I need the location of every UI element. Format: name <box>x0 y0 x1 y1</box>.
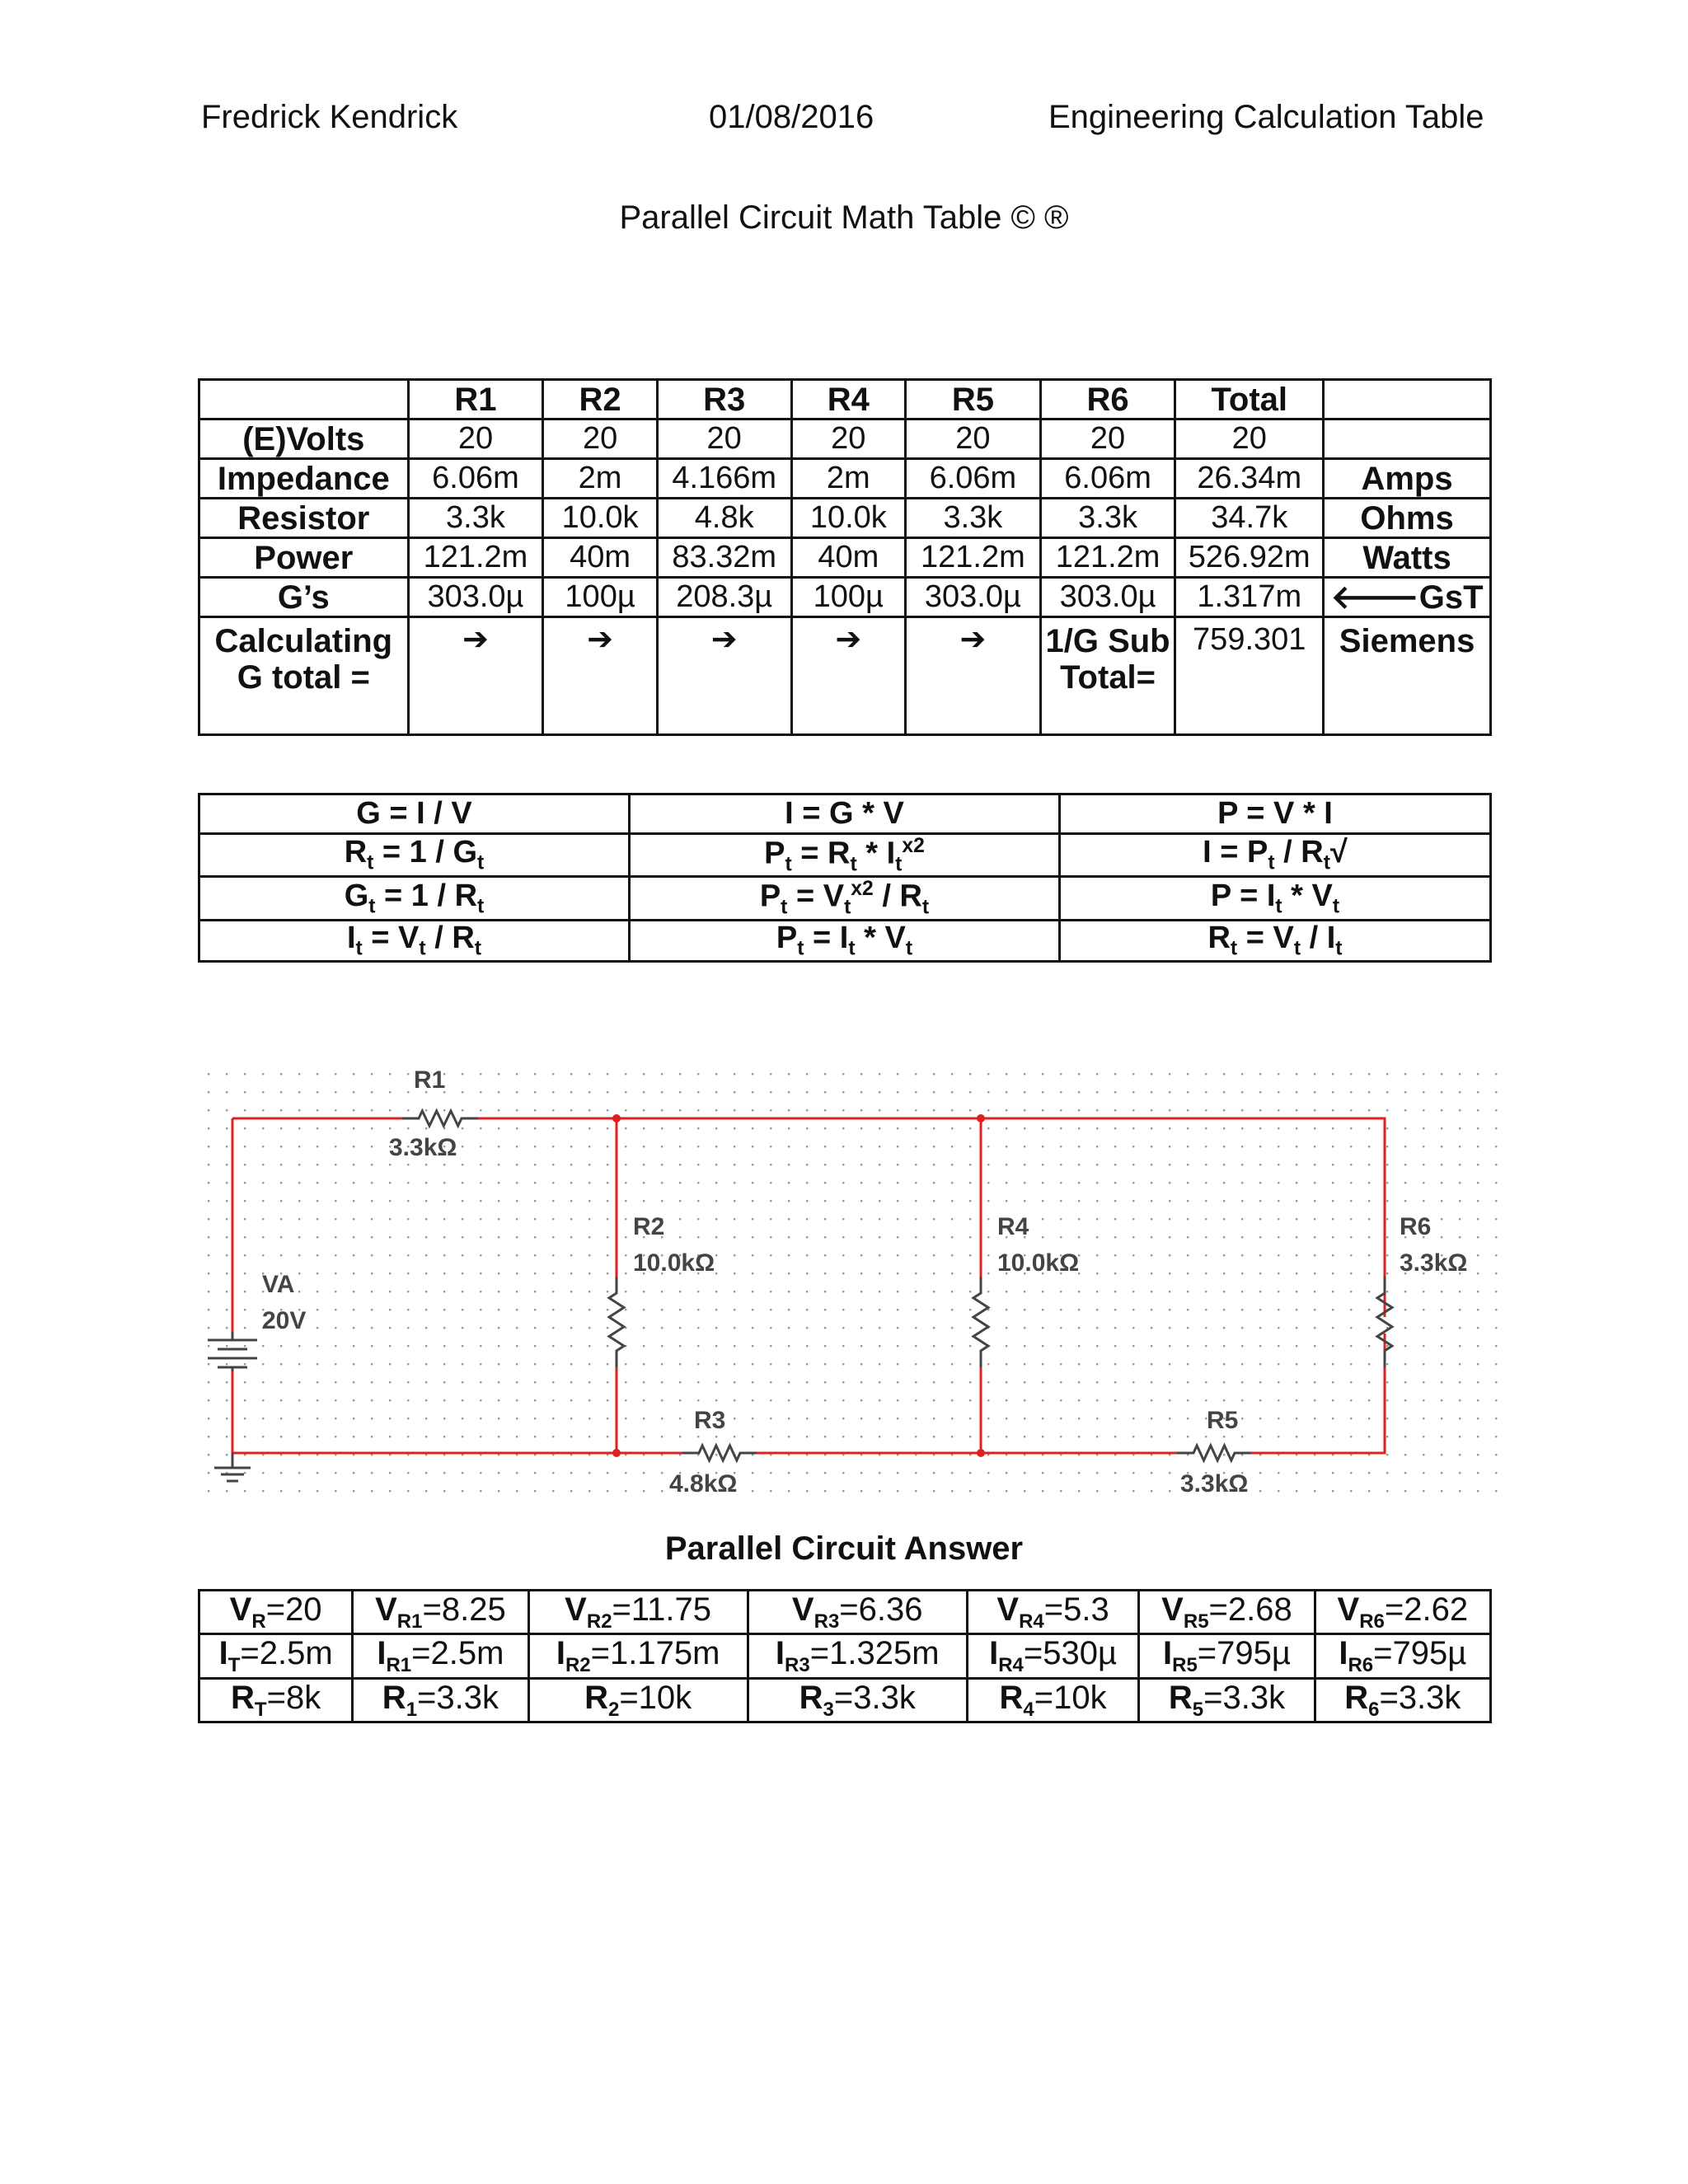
answer-cell: $R_6=3.3k$ <box>1315 1678 1490 1722</box>
calc-cell: ➔ <box>906 617 1041 735</box>
junction-dot <box>612 1449 621 1457</box>
calc-cell: 303.0µ <box>906 578 1041 617</box>
calc-row <box>199 538 1491 578</box>
junction-dot <box>977 1449 985 1457</box>
answer-cell: $I_{R5}=795\mu$ <box>1139 1634 1315 1678</box>
calc-cell: 303.0µ <box>408 578 543 617</box>
source-name: VA <box>262 1271 295 1298</box>
calc-cell: 34.7k <box>1175 499 1324 538</box>
answer-cell: $R_4=10k$ <box>967 1678 1139 1722</box>
formula-cell: P = V * I <box>1059 794 1490 834</box>
junction-dot <box>612 1114 621 1122</box>
formula-cell: $I_t = V_t / R_t$ <box>199 920 630 961</box>
calc-row <box>199 499 1491 538</box>
calc-cell: 6.06m <box>408 459 543 499</box>
formula-cell: $P_t = I_t * V_t$ <box>629 920 1059 961</box>
resistor-value: 3.3kΩ <box>389 1134 457 1161</box>
calc-cell: 20 <box>543 419 658 459</box>
calc-cell: ➔ <box>791 617 906 735</box>
formula-cell: $R_t = 1 / G_t$ <box>199 834 630 877</box>
resistor-name: R3 <box>694 1407 726 1434</box>
ground-symbol <box>214 1453 251 1481</box>
answer-cell: $R_5=3.3k$ <box>1139 1678 1315 1722</box>
calc-cell: 1.317m <box>1175 578 1324 617</box>
calc-row <box>199 617 1491 735</box>
calc-header-cell <box>1324 380 1491 419</box>
formula-row <box>199 877 1491 920</box>
calc-cell: 759.301 <box>1175 617 1324 735</box>
calc-cell: 20 <box>408 419 543 459</box>
formula-cell: $P = I_t * V_t$ <box>1059 877 1490 920</box>
calc-cell: Siemens <box>1324 617 1491 735</box>
calc-cell: Amps <box>1324 459 1491 499</box>
answer-cell: $I_T=2.5m$ <box>199 1634 353 1678</box>
page-title: Parallel Circuit Math Table © ® <box>619 199 1069 236</box>
formula-table <box>198 793 1492 963</box>
calc-header-cell: R4 <box>791 380 906 419</box>
resistor-name: R5 <box>1207 1407 1239 1434</box>
formula-row <box>199 834 1491 877</box>
calc-cell: 526.92m <box>1175 538 1324 578</box>
circuit-wires <box>232 1114 1385 1457</box>
calc-cell: 6.06m <box>906 459 1041 499</box>
source-value: 20V <box>262 1307 307 1334</box>
calc-cell: 20 <box>657 419 791 459</box>
calc-row <box>199 419 1491 459</box>
resistor-value: 10.0kΩ <box>633 1249 715 1277</box>
formula-cell: G = I / V <box>199 794 630 834</box>
answer-cell: $R_T=8k$ <box>199 1678 353 1722</box>
calc-cell: 1/G Sub Total= <box>1040 617 1175 735</box>
calc-cell: 26.34m <box>1175 459 1324 499</box>
calc-cell: 121.2m <box>1040 538 1175 578</box>
answer-cell: $R_3=3.3k$ <box>748 1678 967 1722</box>
calc-header-cell <box>199 380 409 419</box>
answer-cell: $V_{R5}=2.68$ <box>1139 1591 1315 1634</box>
answer-cell: $V_{R1}=8.25$ <box>353 1591 528 1634</box>
calc-cell: 2m <box>543 459 658 499</box>
calc-cell: 6.06m <box>1040 459 1175 499</box>
answer-cell: $V_R=20$ <box>199 1591 353 1634</box>
calc-cell: 121.2m <box>906 538 1041 578</box>
calc-cell: Watts <box>1324 538 1491 578</box>
wire-path <box>232 1118 1385 1453</box>
calc-row-label: G’s <box>199 578 409 617</box>
calc-cell: 🡐GsT <box>1324 578 1491 617</box>
calc-cell: 3.3k <box>408 499 543 538</box>
resistor-symbol <box>1377 1277 1392 1367</box>
answer-cell: $I_{R6}=795\mu$ <box>1315 1634 1490 1678</box>
resistor-name: R1 <box>414 1066 446 1094</box>
calc-cell: Ohms <box>1324 499 1491 538</box>
formula-cell: I = G * V <box>629 794 1059 834</box>
calc-header-cell: R1 <box>408 380 543 419</box>
calc-header-cell: R5 <box>906 380 1041 419</box>
answer-title: Parallel Circuit Answer <box>664 1530 1024 1567</box>
calc-cell: ➔ <box>657 617 791 735</box>
resistor-value: 3.3kΩ <box>1180 1470 1249 1497</box>
calc-row-label: Power <box>199 538 409 578</box>
answer-row <box>199 1678 1491 1722</box>
answer-row <box>199 1634 1491 1678</box>
resistor-symbol <box>973 1277 988 1367</box>
calc-cell: 20 <box>1175 419 1324 459</box>
answer-cell: $R_2=10k$ <box>528 1678 748 1722</box>
calc-cell: 10.0k <box>543 499 658 538</box>
answer-cell: $I_{R4}=530\mu$ <box>967 1634 1139 1678</box>
answer-cell: $V_{R3}=6.36$ <box>748 1591 967 1634</box>
calc-header-cell: R3 <box>657 380 791 419</box>
document-date: 01/08/2016 <box>709 99 874 135</box>
calc-cell: 83.32m <box>657 538 791 578</box>
formula-cell: $R_t = V_t / I_t$ <box>1059 920 1490 961</box>
resistor-value: 4.8kΩ <box>669 1470 738 1497</box>
calc-cell: 4.166m <box>657 459 791 499</box>
resistor-name: R4 <box>997 1213 1029 1240</box>
answer-cell: $I_{R3}=1.325m$ <box>748 1634 967 1678</box>
answer-table <box>198 1589 1492 1723</box>
resistor-name: R2 <box>633 1213 665 1240</box>
calc-cell: 20 <box>906 419 1041 459</box>
calc-cell: 20 <box>1040 419 1175 459</box>
answer-cell: $I_{R2}=1.175m$ <box>528 1634 748 1678</box>
resistor-symbol <box>609 1277 624 1367</box>
circuit-labels <box>262 1066 1467 1497</box>
answer-cell: $V_{R6}=2.62$ <box>1315 1591 1490 1634</box>
resistor-symbol <box>402 1111 478 1126</box>
battery-symbol <box>208 1332 257 1371</box>
resistor-symbol <box>682 1446 757 1460</box>
calc-cell: 40m <box>543 538 658 578</box>
calc-cell: 10.0k <box>791 499 906 538</box>
calc-row <box>199 578 1491 617</box>
resistor-symbol <box>1177 1446 1251 1460</box>
calc-header-row <box>199 380 1491 419</box>
calc-cell: ➔ <box>408 617 543 735</box>
calc-cell <box>1324 419 1491 459</box>
answer-cell: $R_1=3.3k$ <box>353 1678 528 1722</box>
calculation-table <box>198 378 1492 736</box>
calc-cell: 2m <box>791 459 906 499</box>
calc-cell: 303.0µ <box>1040 578 1175 617</box>
calc-row-label: Resistor <box>199 499 409 538</box>
formula-cell: $P_t = R_t * I_t^{x2}$ <box>629 834 1059 877</box>
junction-dot <box>977 1114 985 1122</box>
calc-row-label: Impedance <box>199 459 409 499</box>
calc-cell: ➔ <box>543 617 658 735</box>
formula-row <box>199 920 1491 961</box>
document-category: Engineering Calculation Table <box>1048 99 1484 135</box>
resistor-name: R6 <box>1400 1213 1432 1240</box>
answer-cell: $V_{R2}=11.75$ <box>528 1591 748 1634</box>
calc-header-cell: R2 <box>543 380 658 419</box>
resistor-value: 10.0kΩ <box>997 1249 1080 1277</box>
answer-row <box>199 1591 1491 1634</box>
answer-cell: $V_{R4}=5.3$ <box>967 1591 1139 1634</box>
calc-cell: 40m <box>791 538 906 578</box>
calc-cell: 208.3µ <box>657 578 791 617</box>
formula-cell: $P_t = V_t^{x2} / R_t$ <box>629 877 1059 920</box>
answer-cell: $I_{R1}=2.5m$ <box>353 1634 528 1678</box>
formula-cell: $I = P_t / R_t√$ <box>1059 834 1490 877</box>
circuit-schematic <box>198 1063 1500 1508</box>
calc-row <box>199 459 1491 499</box>
calc-header-cell: R6 <box>1040 380 1175 419</box>
calc-cell: 121.2m <box>408 538 543 578</box>
author-name: Fredrick Kendrick <box>201 99 458 135</box>
calc-cell: 3.3k <box>906 499 1041 538</box>
formula-cell: $G_t = 1 / R_t$ <box>199 877 630 920</box>
calc-cell: 4.8k <box>657 499 791 538</box>
calc-cell: 20 <box>791 419 906 459</box>
calc-cell: 100µ <box>543 578 658 617</box>
formula-row <box>199 794 1491 834</box>
calc-cell: 100µ <box>791 578 906 617</box>
calc-cell: 3.3k <box>1040 499 1175 538</box>
calc-row-label: (E)Volts <box>199 419 409 459</box>
calc-row-label: Calculating G total = <box>199 617 409 735</box>
calc-header-cell: Total <box>1175 380 1324 419</box>
resistor-value: 3.3kΩ <box>1400 1249 1468 1277</box>
